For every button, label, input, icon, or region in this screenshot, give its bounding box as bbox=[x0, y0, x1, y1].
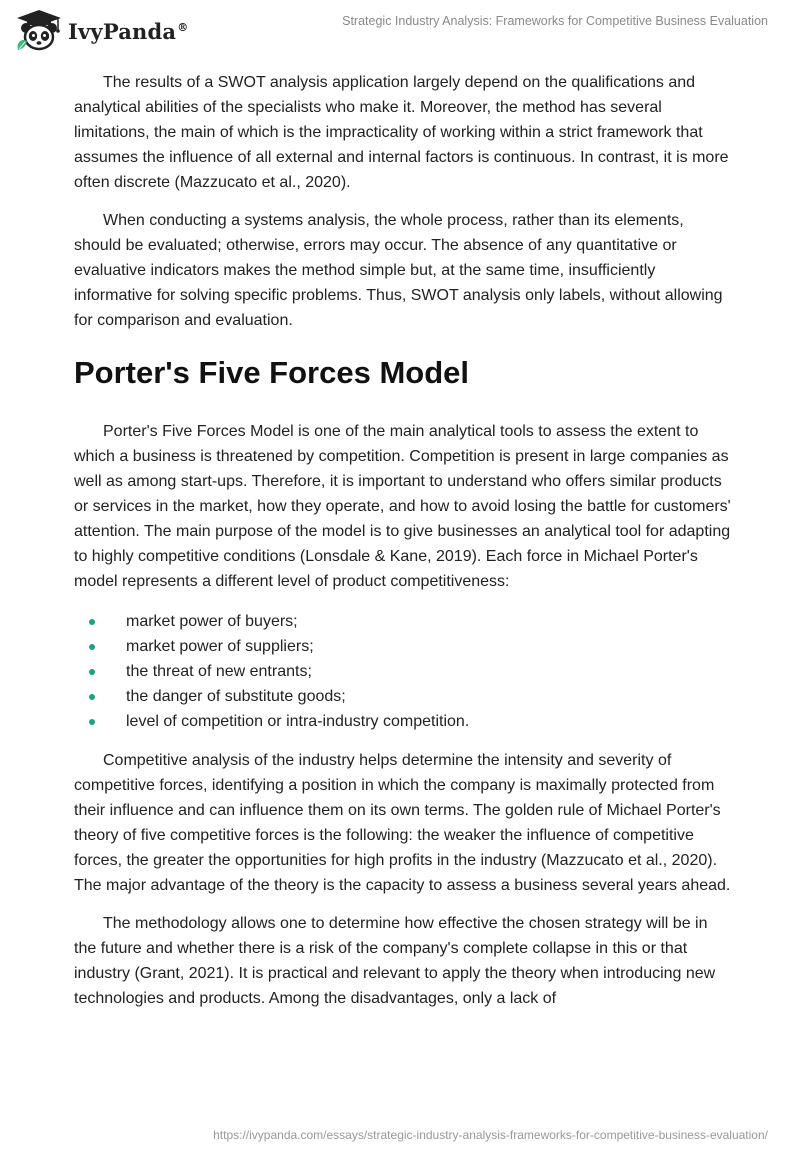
paragraph-methodology: The methodology allows one to determine how effective the chosen strategy will be in the future and whether there is a risk of the company's complete collapse in this or that industry (Grant, 2021). It is practical and relevant to apply the theory when introducing new technologies and products. Among the disadvantages, only a lack of bbox=[74, 915, 716, 1007]
page-header bbox=[0, 0, 800, 60]
source-url[interactable]: https://ivypanda.com/essays/strategic-industry-analysis-frameworks-for-competitive-business-evaluation/ bbox=[213, 1128, 768, 1142]
bullet-icon bbox=[89, 644, 95, 650]
brand-name: IvyPanda® bbox=[68, 18, 189, 44]
section-heading: Porter's Five Forces Model bbox=[74, 355, 469, 390]
essay-body bbox=[74, 70, 734, 1011]
paragraph-porter-intro: Porter's Five Forces Model is one of the main analytical tools to assess the extent to which a business is threatened by competition. Competition is present in large companies as well as among start-ups. Therefore, it is important to understand who offers similar products or services in the market, how they operate, and how to avoid losing the battle for customers' attention. The main purpose of the model is to give businesses an analytical tool for adapting to highly competitive conditions (Lonsdale & Kane, 2019). Each force in Michael Porter's model represents a different level of product competitiveness: bbox=[74, 423, 731, 590]
list-item: level of competition or intra-industry competition. bbox=[74, 709, 734, 734]
bullet-icon bbox=[89, 719, 95, 725]
panda-graduate-icon bbox=[14, 8, 64, 54]
registered-mark: ® bbox=[177, 20, 189, 34]
paragraph-systems-analysis: When conducting a systems analysis, the whole process, rather than its elements, should be evaluated; otherwise, errors may occur. The absence of any quantitative or evaluative indicators makes the method simple but, at the same time, insufficiently informative for solving specific problems. Thus, SWOT analysis only labels, without allowing for comparison and evaluation. bbox=[74, 212, 723, 329]
list-item: market power of suppliers; bbox=[74, 634, 734, 659]
paragraph-swot-limitations: The results of a SWOT analysis application largely depend on the qualifications and analytical abilities of the specialists who make it. Moreover, the method has several limitations, the main of which is the impracticality of working within a strict framework that assumes the influence of all external and internal factors is continuous. In contrast, it is more often discrete (Mazzucato et al., 2020). bbox=[74, 74, 729, 191]
list-item: market power of buyers; bbox=[74, 609, 734, 634]
list-item: the threat of new entrants; bbox=[74, 659, 734, 684]
bullet-icon bbox=[89, 669, 95, 675]
five-forces-list bbox=[74, 609, 734, 734]
list-item: the danger of substitute goods; bbox=[74, 684, 734, 709]
ivypanda-logo[interactable] bbox=[14, 8, 188, 54]
bullet-icon bbox=[89, 619, 95, 625]
document-title: Strategic Industry Analysis: Frameworks for Competitive Business Evaluation bbox=[342, 14, 768, 28]
paragraph-competitive-analysis: Competitive analysis of the industry helps determine the intensity and severity of competitive forces, identifying a position in which the company is maximally protected from their influence and can influence them on its own terms. The golden rule of Michael Porter's theory of five competitive forces is the following: the weaker the influence of competitive forces, the greater the opportunities for high profits in the industry (Mazzucato et al., 2020). The major advantage of the theory is the capacity to assess a business several years ahead. bbox=[74, 752, 731, 894]
bullet-icon bbox=[89, 694, 95, 700]
